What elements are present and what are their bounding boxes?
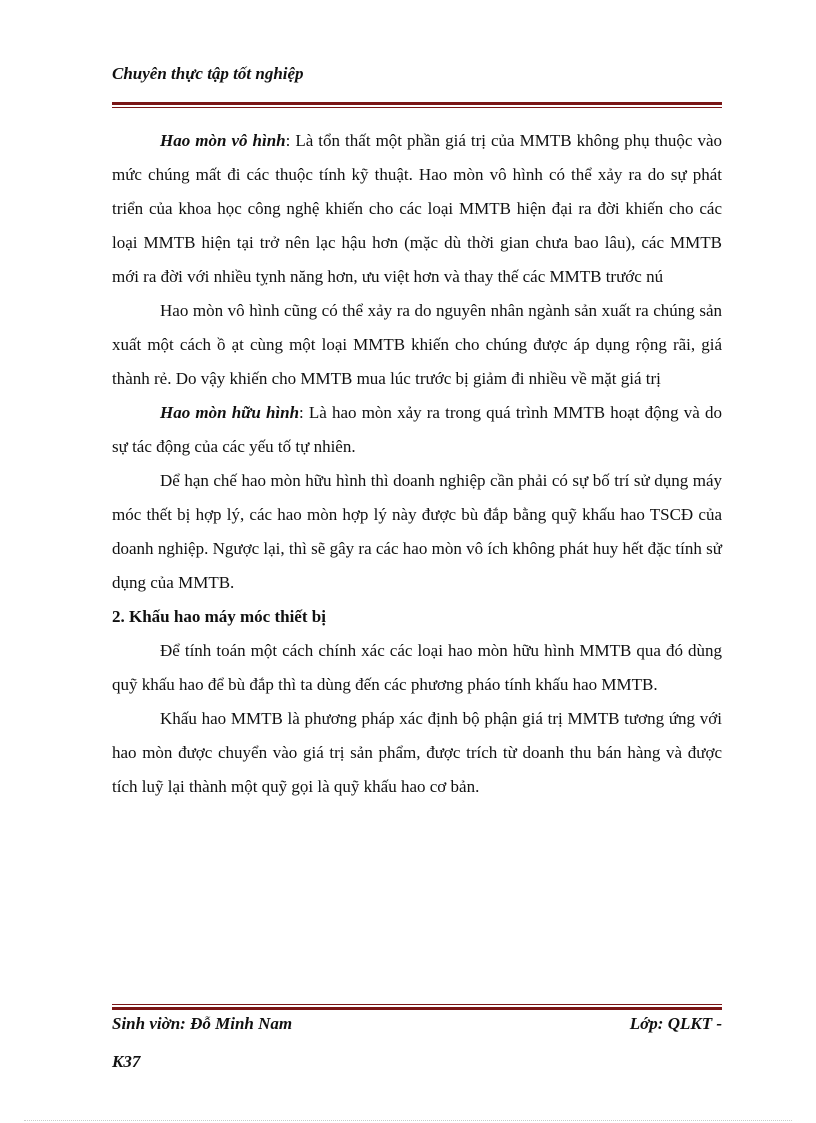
term-tangible-wear: Hao mòn hữu hình (160, 403, 300, 422)
section-heading: 2. Khấu hao máy móc thiết bị (112, 607, 326, 626)
document-body (112, 124, 722, 804)
term-intangible-wear: Hao mòn vô hình (160, 131, 286, 150)
header-divider (112, 102, 722, 108)
page-bottom-dotted-line (24, 1120, 792, 1121)
paragraph-text: : Là tổn thất một phần giá trị của MMTB không phụ thuộc vào mức chúng mất đi các thuộc tính kỹ thuật. Hao mòn vô hình có thể xảy ra do sự phát triển của khoa học công nghệ khiến cho các loại MMTB hiện đại ra đời khiến cho các loại MMTB hiện tại trở nên lạc hậu hơn (mặc dù thời gian chưa bao lâu), các MMTB mới ra đời với nhiều tỵnh năng hơn, ưu việt hơn và thay thế các MMTB trước nú (112, 131, 722, 286)
header-title: Chuyên thực tập tốt nghiệp (112, 64, 304, 83)
paragraph-limit-wear: Dể hạn chế hao mòn hữu hình thì doanh nghiệp cần phải có sự bố trí sử dụng máy móc thết bị hợp lý, các hao mòn hợp lý này được bù đắp bằng quỹ khấu hao TSCĐ của doanh nghiệp. Ngược lại, thì sẽ gây ra các hao mòn vô ích không phát huy hết đặc tính sử dụng của MMTB. (112, 471, 722, 592)
footer-class-continued: K37 (112, 1052, 141, 1071)
paragraph-depreciation-calc: Để tính toán một cách chính xác các loại hao mòn hữu hình MMTB qua đó dùng quỹ khấu hao để bù đắp thì ta dùng đến các phương pháo tính khấu hao MMTB. (112, 641, 722, 694)
paragraph-text: : Là hao mòn xảy ra trong quá trình MMTB hoạt động và do sự tác động của các yếu tố tự nhiên. (112, 403, 722, 456)
paragraph-depreciation-definition: Khấu hao MMTB là phương pháp xác định bộ phận giá trị MMTB tương ứng với hao mòn được chuyển vào giá trị sản phẩm, được trích từ doanh thu bán hàng và được tích luỹ lại thành một quỹ gọi là quỹ khấu hao cơ bản. (112, 709, 722, 796)
footer-divider (112, 1004, 722, 1010)
footer-student: Sinh viờn: Đỗ Minh Nam (112, 1014, 293, 1033)
paragraph-intangible-cause: Hao mòn vô hình cũng có thể xảy ra do nguyên nhân ngành sản xuất ra chúng sản xuất một cách ồ ạt cùng một loại MMTB khiến cho chúng được áp dụng rộng rãi, giá thành rẻ. Do vậy khiến cho MMTB mua lúc trước bị giảm đi nhiều về mặt giá trị (112, 301, 722, 388)
footer-class: Lớp: QLKT - (629, 1014, 722, 1033)
paragraph-intangible-wear (112, 124, 722, 294)
paragraph-tangible-wear (112, 396, 722, 464)
